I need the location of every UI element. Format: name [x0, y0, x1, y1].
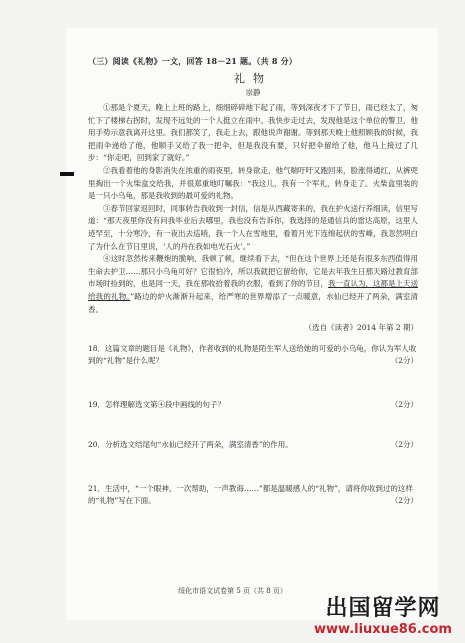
- watermark-title: 出国留学网: [325, 596, 441, 621]
- paragraph-4-text-c: ”路边的炉火渐渐升起来，给严寒的世界增添了一点暖意，水仙已经开了两朵，满室清香。: [88, 291, 419, 314]
- article-paragraph-1: ①那是个夏天，晚上上班的路上，细细碎碎地下起了雨，等到深夜才下了节日，雨已经太了，匆忙下了楼梯右拐时，发现不远处的一个人挺立在雨中。我快步走过去，发现他是这个单位的警卫，他用手势示意我离开这里。我们都笑了，我走上去，跟他说声谢谢。等到那天晚上他照顾我的时候，我把雨伞递给了他，他顺手又给了我一把伞，但是我没有要，只好把伞留给了他，他马上接过了几步：“你走吧，回到家了就好。”: [88, 103, 418, 163]
- question-21-points: （2分）: [390, 496, 418, 506]
- question-20: [88, 439, 418, 451]
- question-19: [88, 399, 418, 411]
- page-footer: 绥化市语文试卷第 5 页（共 8 页）: [178, 587, 287, 595]
- underlined-sentence: 我一直认为，这都是上天送给我的礼物。: [88, 279, 418, 301]
- article-paragraph-4: [88, 253, 418, 316]
- question-19-text: 19．怎样理解选文第④段中画线的句子？: [88, 400, 226, 410]
- paragraph-4-text-a: ④这时忽然传来鞭炮的脆响，我顿了顿，继续看下去，“但在这个世界上还是有很多东西值得用生命去护卫……那只小乌龟可好？它很怕冷，所以我就把它留给你，它是去年我生日那天路过教育部市场时捡到的，也是同一天，我在那收拾着我的衣服，看到了你的节目，: [88, 254, 418, 289]
- article-title: 礼物: [234, 72, 272, 85]
- article-paragraph-3: ③春节回家返回时，同事转告我收到一封信，信是从西藏寄来的，我在护火送行养细读，信里写道：“那天夜里你没有问我毕业后去哪里，我也没有告诉你，我选择的是通信兵的雷达高原，这里人迹罕至，十分寒冷，有一夜出去巡哨，我一个人在雪地里，看着月光下连绵起伏的雪峰，我忽然明白了为什么在节日里说，‘人的丹在我如电光石火’。”: [88, 203, 418, 251]
- question-18-points: （2分）: [390, 356, 418, 366]
- question-21: [88, 483, 418, 507]
- reading-section: [88, 56, 418, 507]
- question-21-text: 21．生活中，“一个眼神，一次帮助，一声教诲……”都是温暖感人的“礼物”，请将你收到过的这样的“礼物”写在下面。: [88, 484, 413, 506]
- article-source: （选自《读者》2014 年第 2 期）: [304, 323, 418, 333]
- scan-edge-mark: [60, 172, 74, 176]
- question-19-points: （2分）: [390, 400, 418, 410]
- question-18: [88, 343, 418, 367]
- question-20-points: （2分）: [390, 440, 418, 450]
- site-watermark: [313, 591, 453, 637]
- watermark-url: www.liuxue86.com: [314, 622, 452, 637]
- article-paragraph-2: ②我看着他的身影消失在浓重的雨夜里，转身欲走，他气喘吁吁又跑回来，脸涨得通红，从裤兜里掏出一个火柴盒交给我，并很郑重地叮嘱我：“我这儿，我有一个军礼，转身走了。火柴盒里装的是一只小乌龟，那是我收到的最可爱的礼物。: [88, 165, 418, 201]
- article-author: 崇静: [245, 88, 261, 97]
- question-18-text: 18．这篇文章的题目是《礼物》，作者收到的礼物是陌生军人送给她的可爱的小乌龟，你认为军人收到的“礼物”是什么呢？: [88, 344, 417, 366]
- question-20-text: 20．分析选文结尾句“水仙已经开了两朵，满室清香”的作用。: [88, 440, 293, 450]
- section-heading: （三）阅读《礼物》一文，回答 18－21 题。（共 8 分）: [88, 56, 297, 66]
